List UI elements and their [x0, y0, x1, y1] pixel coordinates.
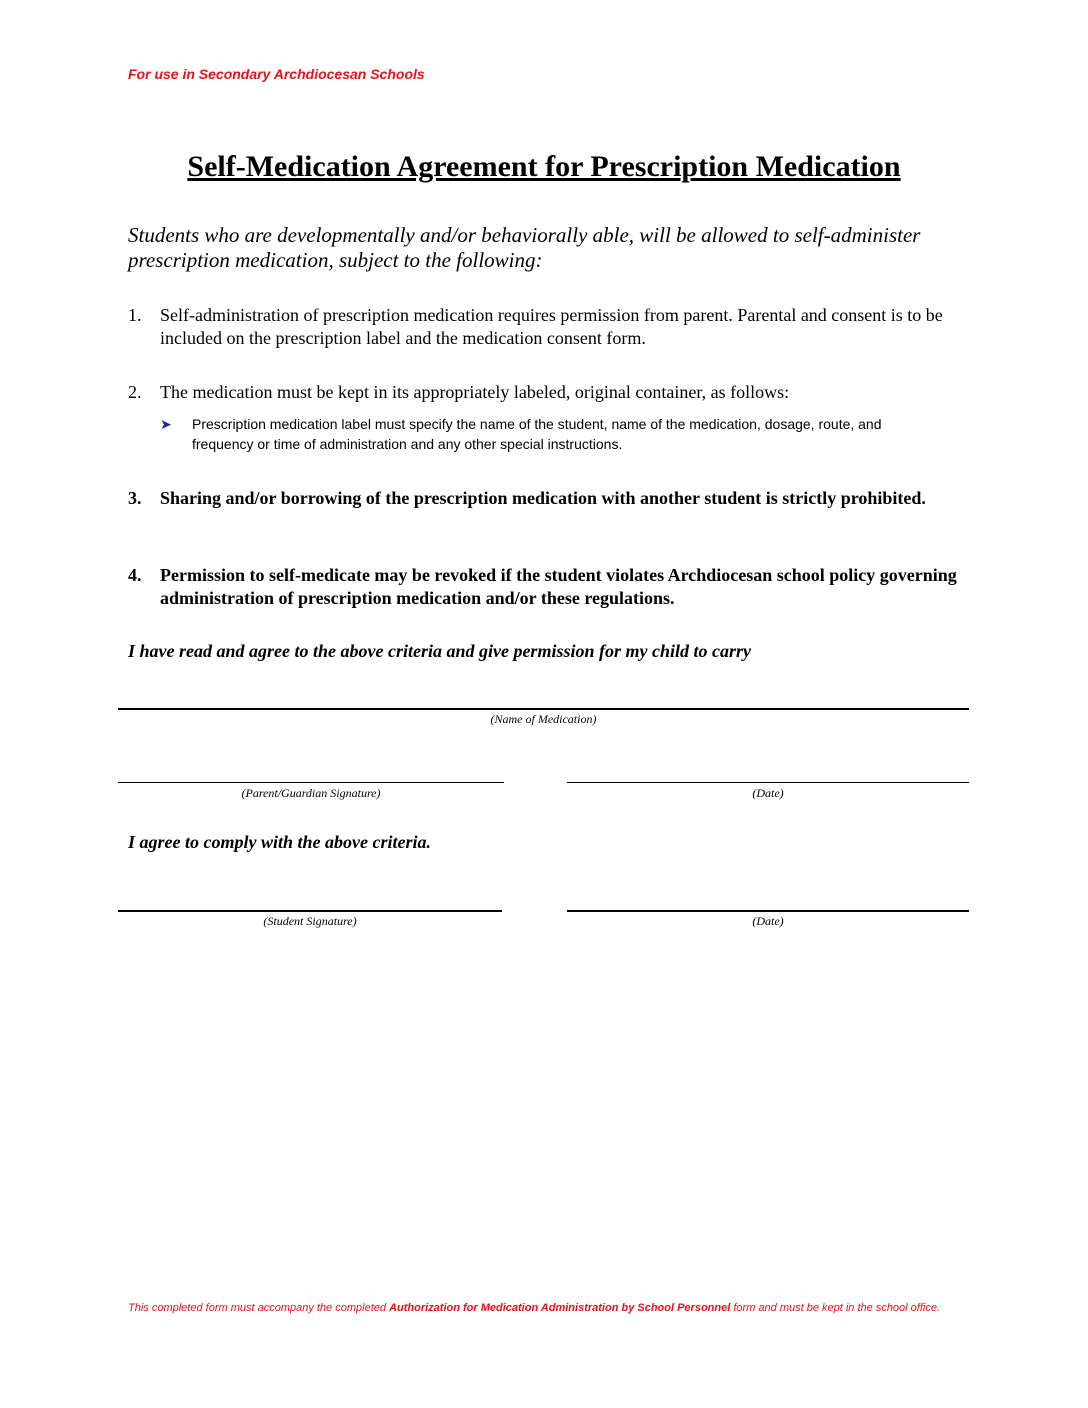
- student-agreement-statement: I agree to comply with the above criteria.: [128, 832, 431, 852]
- footer-note: [128, 1302, 1008, 1314]
- medication-name-caption: (Name of Medication): [490, 712, 597, 726]
- student-signature-line[interactable]: [118, 910, 502, 912]
- item-text: The medication must be kept in its appropriately labeled, original container, as follows:: [160, 382, 790, 402]
- footer-text-end: form and must be kept in the school office.: [730, 1302, 941, 1314]
- header-note: For use in Secondary Archdiocesan Schools: [128, 66, 425, 82]
- parent-date-line[interactable]: [567, 782, 969, 783]
- parent-signature-caption: (Parent/Guardian Signature): [241, 786, 381, 800]
- footer-form-name: Authorization for Medication Administration by School Personnel: [389, 1302, 731, 1314]
- list-item: [128, 304, 968, 350]
- item-number: 3.: [128, 488, 142, 508]
- sub-bullet: [160, 414, 940, 454]
- parent-signature-line[interactable]: [118, 782, 504, 783]
- item-number: 2.: [128, 382, 142, 402]
- parent-consent-statement: I have read and agree to the above criteria and give permission for my child to carry: [128, 641, 751, 661]
- student-date-line[interactable]: [567, 910, 969, 912]
- item-number: 1.: [128, 305, 142, 325]
- list-item: [128, 564, 968, 610]
- student-date-caption: (Date): [752, 914, 784, 928]
- item-text: Permission to self-medicate may be revoked if the student violates Archdiocesan school policy governing administration of prescription medication and/or these regulations.: [160, 565, 957, 608]
- arrow-bullet-icon: ➤: [160, 416, 172, 432]
- intro-paragraph: Students who are developmentally and/or behaviorally able, will be allowed to self-administer prescription medication, subject to the following:: [128, 223, 921, 272]
- student-signature-caption: (Student Signature): [263, 914, 357, 928]
- footer-text-start: This completed form must accompany the completed: [128, 1302, 390, 1314]
- list-item: [128, 381, 968, 404]
- parent-date-caption: (Date): [752, 786, 784, 800]
- item-number: 4.: [128, 565, 142, 585]
- item-text: Self-administration of prescription medication requires permission from parent. Parental and consent is to be included on the prescription label and the medication consent form.: [160, 305, 943, 348]
- page-title: Self-Medication Agreement for Prescription Medication: [187, 150, 901, 183]
- sub-bullet-text: Prescription medication label must specify the name of the student, name of the medication, dosage, route, and frequency or time of administration and any other special instructions.: [192, 416, 882, 452]
- medication-name-line[interactable]: [118, 708, 969, 710]
- item-text: Sharing and/or borrowing of the prescription medication with another student is strictly prohibited.: [160, 488, 926, 508]
- list-item: [128, 487, 968, 510]
